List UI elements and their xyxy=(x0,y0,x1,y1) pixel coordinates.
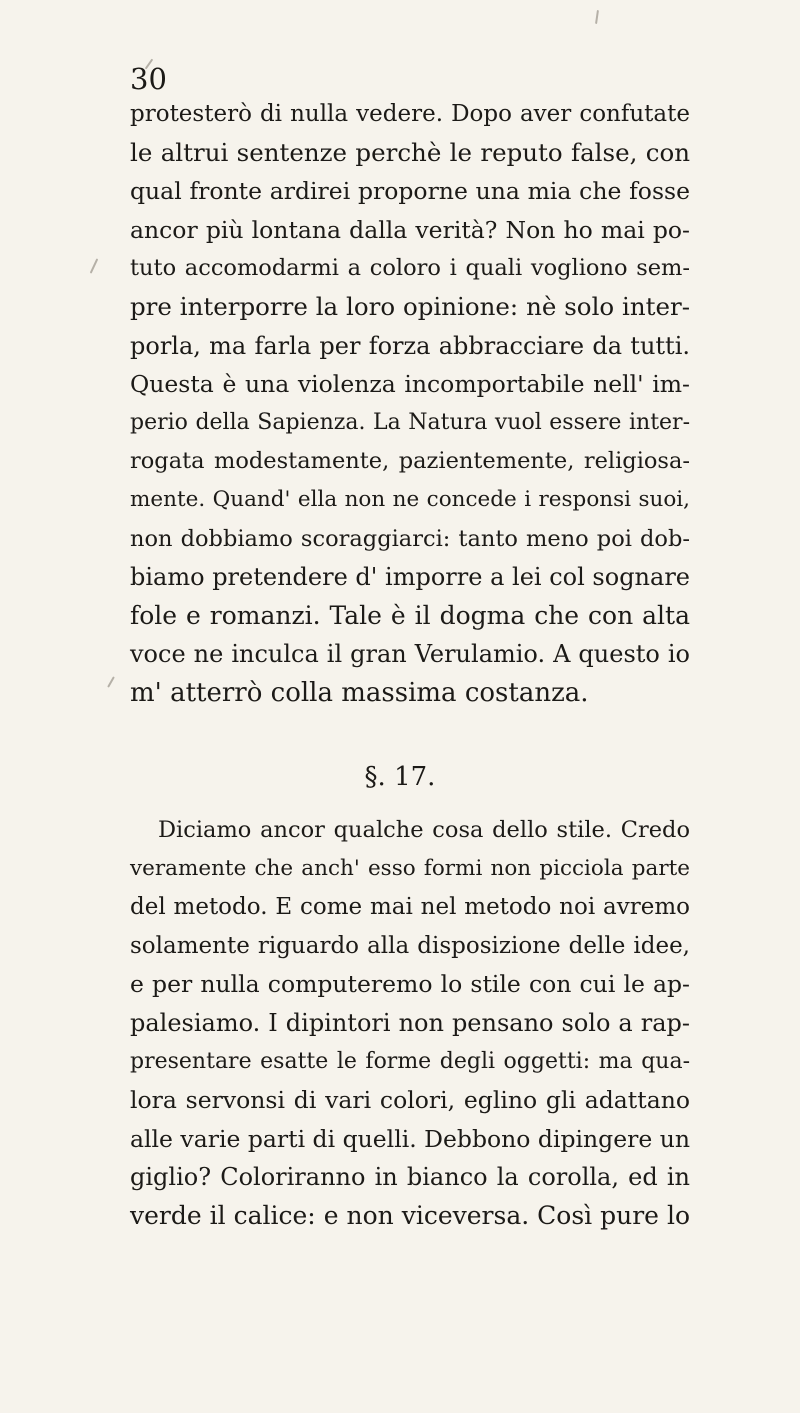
text-line: presentare esatte le forme degli oggetti: ma qua- xyxy=(130,1048,690,1074)
text-line: del metodo. E come mai nel metodo noi avremo xyxy=(130,894,690,921)
text-line: rogata modestamente, pazientemente, religiosa- xyxy=(130,448,690,475)
text-line: m' atterrò colla massima costanza. xyxy=(130,677,589,708)
text-line: fole e romanzi. Tale è il dogma che con alta xyxy=(130,600,690,630)
paragraph-1 xyxy=(130,95,690,713)
section-heading: §. 17. xyxy=(364,762,436,792)
text-line: voce ne inculca il gran Verulamio. A questo io xyxy=(130,640,690,669)
text-line: lora servonsi di vari colori, eglino gli adattano xyxy=(130,1086,690,1115)
text-line: protesterò di nulla vedere. Dopo aver confutate xyxy=(130,101,690,127)
page-number: 30 xyxy=(130,62,167,96)
paper-mark xyxy=(90,258,99,273)
text-line: veramente che anch' esso formi non picciola parte xyxy=(130,855,690,881)
text-line: giglio? Coloriranno in bianco la corolla, ed in xyxy=(130,1163,690,1192)
text-line: alle varie parti di quelli. Debbono dipingere un xyxy=(130,1124,690,1153)
paragraph-2 xyxy=(130,811,690,1236)
text-line: biamo pretendere d' imporre a lei col sognare xyxy=(130,563,690,592)
text-line: ancor più lontana dalla verità? Non ho mai po- xyxy=(130,215,690,244)
text-line: mente. Quand' ella non ne concede i responsi suoi, xyxy=(130,486,690,512)
text-line: porla, ma farla per forza abbracciare da tutti. xyxy=(130,331,690,360)
text-line: verde il calice: e non viceversa. Così pure lo xyxy=(130,1200,690,1230)
text-line: palesiamo. I dipintori non pensano solo a rap- xyxy=(130,1008,690,1037)
text-line: non dobbiamo scoraggiarci: tanto meno poi dob- xyxy=(130,525,690,552)
text-line: pre interporre la loro opinione: nè solo inter- xyxy=(130,291,690,321)
text-line: solamente riguardo alla disposizione delle idee, xyxy=(130,932,690,959)
text-line: e per nulla computeremo lo stile con cui le ap- xyxy=(130,970,690,999)
text-line: Questa è una violenza incomportabile nell' im- xyxy=(130,370,690,399)
text-line: perio della Sapienza. La Natura vuol essere inter- xyxy=(130,409,690,435)
paper-mark xyxy=(595,10,599,24)
text-line: tuto accomodarmi a coloro i quali vogliono sem- xyxy=(130,255,690,282)
text-line: Diciamo ancor qualche cosa dello stile. Credo xyxy=(158,817,690,843)
text-line: qual fronte ardirei proporne una mia che fosse xyxy=(130,177,690,206)
paper-mark xyxy=(107,676,115,687)
text-line: le altrui sentenze perchè le reputo false, con xyxy=(130,137,690,167)
